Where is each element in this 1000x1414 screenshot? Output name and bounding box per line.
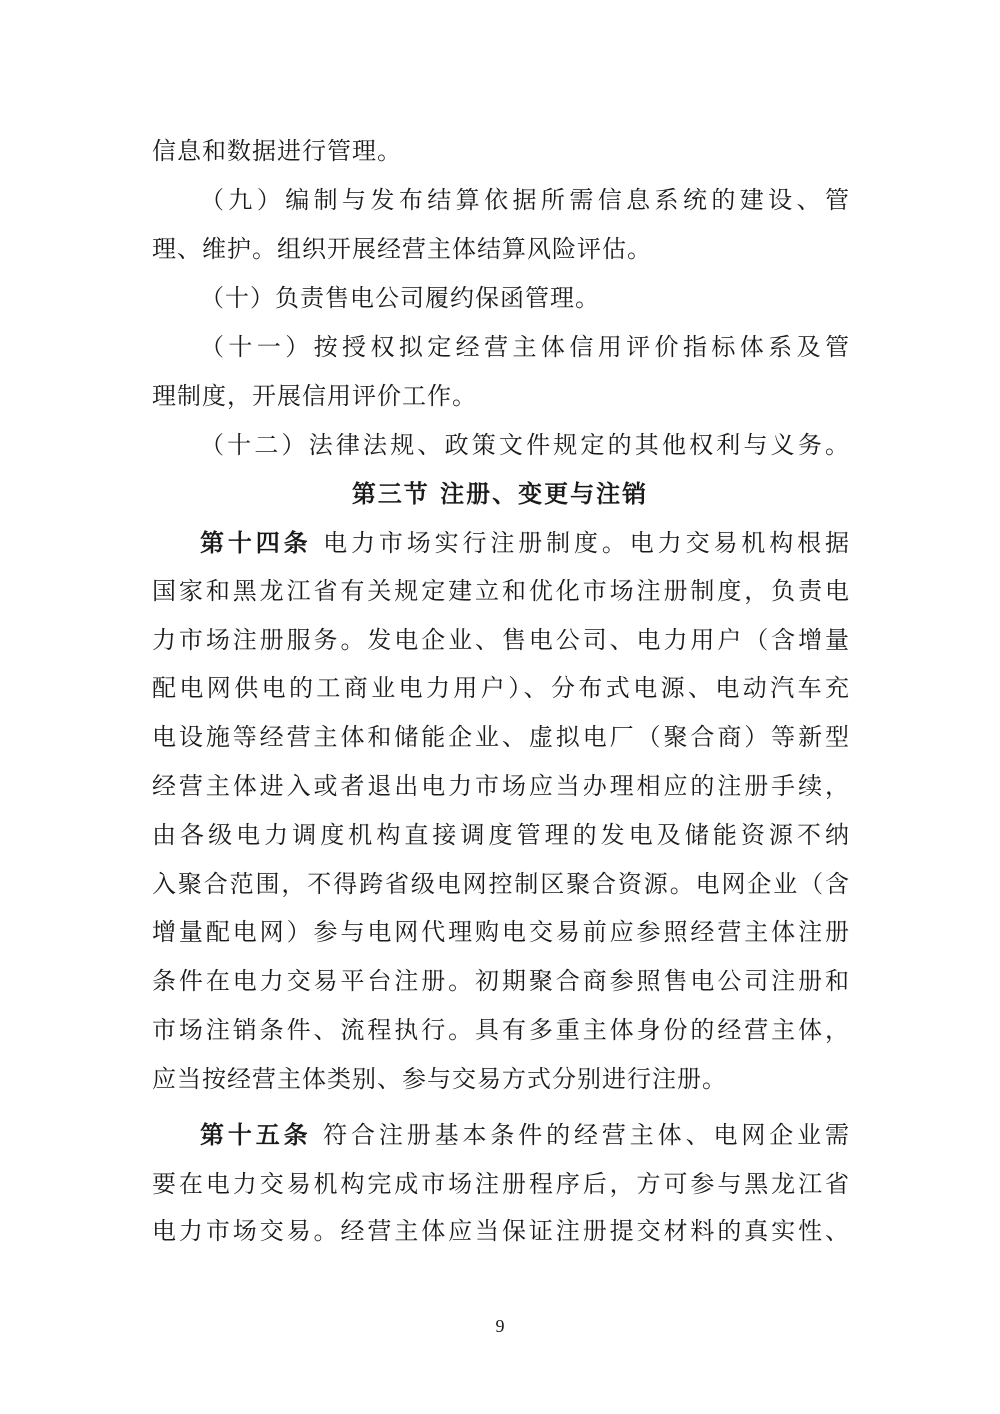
text-line: 电设施等经营主体和储能企业、虚拟电厂（聚合商）等新型 (152, 723, 850, 751)
text-line: 增量配电网）参与电网代理购电交易前应参照经营主体注册 (152, 918, 850, 946)
text-line: 国家和黑龙江省有关规定建立和优化市场注册制度，负责电 (152, 577, 850, 605)
section-heading: 第三节 注册、变更与注销 (351, 479, 649, 508)
article-15-first-line (200, 1120, 850, 1150)
text-line: 市场注销条件、流程执行。具有多重主体身份的经营主体， (152, 1016, 850, 1044)
article-14-first-line (200, 528, 850, 558)
text-line: 电力市场交易。经营主体应当保证注册提交材料的真实性、 (152, 1217, 850, 1245)
text-line: 由各级电力调度机构直接调度管理的发电及储能资源不纳 (152, 821, 850, 849)
list-item-9: （九）编制与发布结算依据所需信息系统的建设、管 (200, 186, 850, 214)
article-14-label: 第十四条 (200, 528, 312, 557)
list-item-11: （十一）按授权拟定经营主体信用评价指标体系及管 (200, 333, 850, 361)
list-item-12: （十二）法律法规、政策文件规定的其他权利与义务。 (200, 431, 850, 459)
text-line: 信息和数据进行管理。 (152, 137, 402, 165)
text-line: 配电网供电的工商业电力用户）、分布式电源、电动汽车充 (152, 674, 850, 702)
text-line: 电力市场实行注册制度。电力交易机构根据 (323, 529, 850, 557)
text-line: 要在电力交易机构完成市场注册程序后，方可参与黑龙江省 (152, 1170, 850, 1198)
list-item-10: （十）负责售电公司履约保函管理。 (200, 284, 600, 312)
text-line: 入聚合范围，不得跨省级电网控制区聚合资源。电网企业（含 (152, 870, 850, 898)
text-line: 经营主体进入或者退出电力市场应当办理相应的注册手续， (152, 772, 850, 800)
text-line: 应当按经营主体类别、参与交易方式分别进行注册。 (152, 1065, 727, 1093)
article-15-label: 第十五条 (200, 1120, 312, 1149)
text-line: 力市场注册服务。发电企业、售电公司、电力用户（含增量 (152, 626, 850, 654)
text-line: 条件在电力交易平台注册。初期聚合商参照售电公司注册和 (152, 967, 850, 995)
text-line: 符合注册基本条件的经营主体、电网企业需 (323, 1121, 850, 1149)
text-line: 理制度，开展信用评价工作。 (152, 382, 477, 410)
page-number: 9 (495, 1316, 505, 1336)
text-line: 理、维护。组织开展经营主体结算风险评估。 (152, 235, 652, 263)
